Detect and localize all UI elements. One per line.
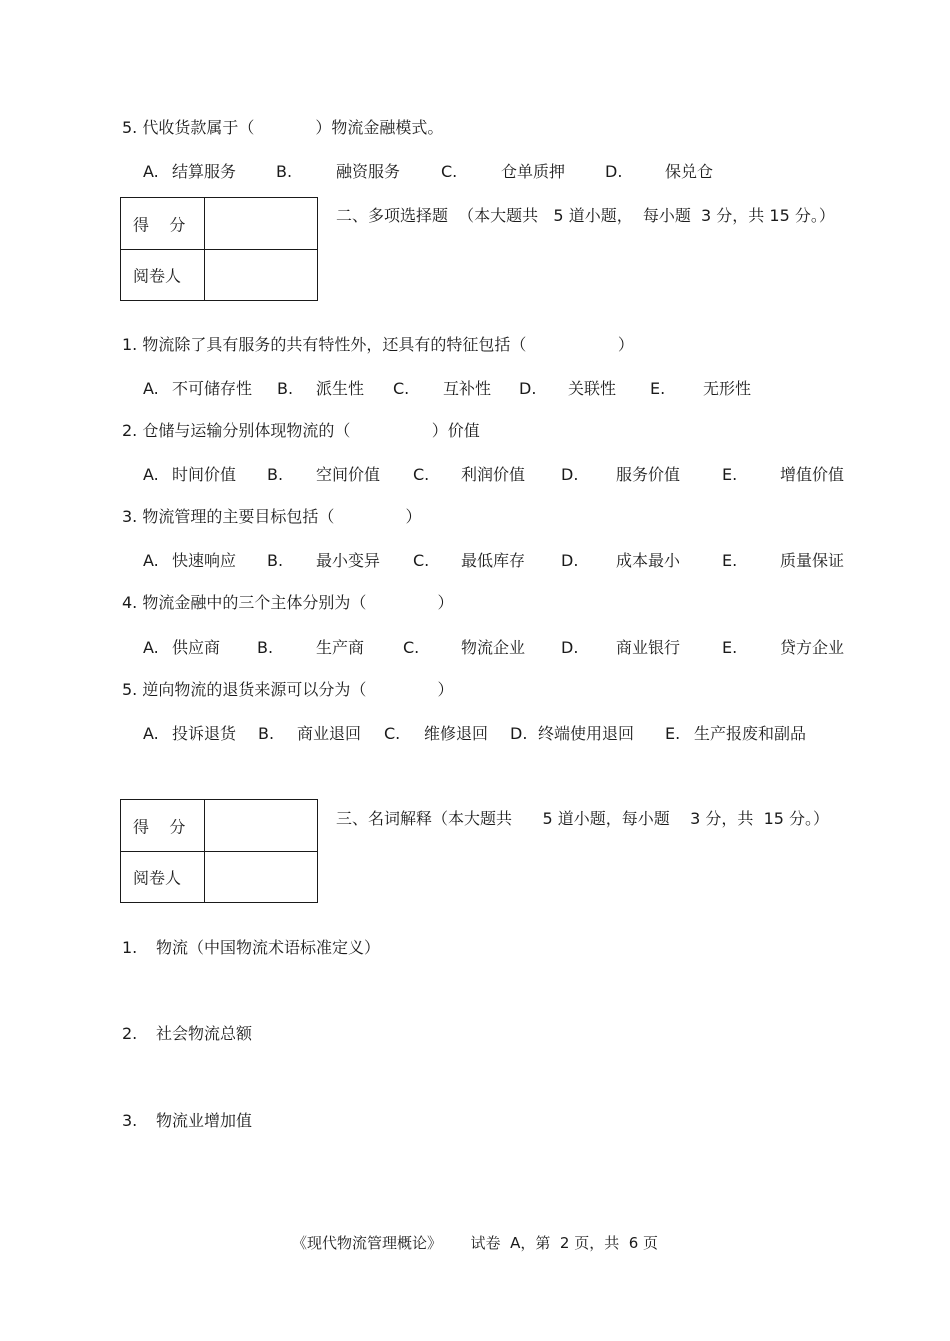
section-2-title: 二、多项选择题 （本大题共 5 道小题， 每小题 3 分，共 15 分。） [336, 206, 835, 225]
score-label: 得 分 [133, 215, 186, 234]
multi-question-4-stem: 4. 物流金融中的三个主体分别为（ ） [122, 593, 454, 612]
option-text: 互补性 [443, 379, 492, 398]
option-letter: B. [258, 724, 275, 743]
score-row [121, 198, 317, 250]
multi-question-2-stem: 2. 仓储与运输分别体现物流的（ ）价值 [122, 421, 480, 440]
score-label: 得 分 [133, 817, 186, 836]
option-letter: C. [393, 379, 410, 398]
option-letter: D. [561, 638, 579, 657]
option-text: 空间价值 [316, 465, 381, 484]
option-letter: C. [441, 162, 458, 181]
option-letter: C. [384, 724, 401, 743]
score-box-divider [204, 800, 205, 902]
option-letter: E. [650, 379, 666, 398]
option-letter: D. [519, 379, 537, 398]
option-letter: A. [143, 465, 159, 484]
option-letter: C. [403, 638, 420, 657]
option-letter: C. [413, 465, 430, 484]
page-footer: 《现代物流管理概论》 试卷 A，第 2 页，共 6 页 [291, 1234, 659, 1252]
option-text: 终端使用退回 [538, 724, 635, 743]
option-text: 不可储存性 [172, 379, 253, 398]
option-text: 维修退回 [424, 724, 489, 743]
option-letter: E. [722, 551, 738, 570]
term-number: 2. [122, 1024, 138, 1043]
grader-row [121, 851, 317, 902]
option-letter: D. [561, 465, 579, 484]
term-text: 物流业增加值 [156, 1111, 253, 1130]
option-letter: C. [413, 551, 430, 570]
option-text: 生产报废和副品 [694, 724, 807, 743]
option-letter: A. [143, 379, 159, 398]
option-text: 融资服务 [336, 162, 401, 181]
grader-label: 阅卷人 [133, 868, 182, 887]
option-letter: B. [267, 465, 284, 484]
option-text: 最小变异 [316, 551, 381, 570]
grader-row [121, 249, 317, 300]
option-text: 贷方企业 [780, 638, 845, 657]
option-text: 结算服务 [172, 162, 237, 181]
option-text: 生产商 [316, 638, 365, 657]
option-letter: B. [267, 551, 284, 570]
option-text: 成本最小 [616, 551, 681, 570]
option-text: 服务价值 [616, 465, 681, 484]
term-text: 社会物流总额 [156, 1024, 253, 1043]
option-text: 利润价值 [461, 465, 526, 484]
option-text: 质量保证 [780, 551, 845, 570]
option-text: 关联性 [568, 379, 617, 398]
option-text: 时间价值 [172, 465, 237, 484]
question-5-stem: 5. 代收货款属于（ ）物流金融模式。 [122, 118, 444, 137]
option-letter: B. [257, 638, 274, 657]
option-text: 供应商 [172, 638, 221, 657]
multi-question-5-stem: 5. 逆向物流的退货来源可以分为（ ） [122, 680, 454, 699]
term-number: 1. [122, 938, 138, 957]
option-letter: A. [143, 551, 159, 570]
option-letter: E. [722, 465, 738, 484]
option-letter: D. [510, 724, 528, 743]
option-text: 物流企业 [461, 638, 526, 657]
option-text: 派生性 [316, 379, 365, 398]
score-box-section-2 [120, 197, 318, 301]
option-letter: B. [276, 162, 293, 181]
multi-question-1-stem: 1. 物流除了具有服务的共有特性外，还具有的特征包括（ ） [122, 335, 634, 354]
option-text: 投诉退货 [172, 724, 237, 743]
option-text: 商业银行 [616, 638, 681, 657]
option-text: 无形性 [703, 379, 752, 398]
score-box-section-3 [120, 799, 318, 903]
option-letter: A. [143, 162, 159, 181]
score-row [121, 800, 317, 852]
option-letter: D. [561, 551, 579, 570]
term-number: 3. [122, 1111, 138, 1130]
option-letter: E. [722, 638, 738, 657]
option-letter: A. [143, 724, 159, 743]
option-text: 最低库存 [461, 551, 526, 570]
section-3-title: 三、名词解释（本大题共 5 道小题，每小题 3 分，共 15 分。） [336, 809, 830, 828]
option-text: 商业退回 [297, 724, 362, 743]
option-text: 保兑仓 [665, 162, 714, 181]
option-text: 增值价值 [780, 465, 845, 484]
option-text: 快速响应 [172, 551, 237, 570]
score-box-divider [204, 198, 205, 300]
option-letter: B. [277, 379, 294, 398]
multi-question-3-stem: 3. 物流管理的主要目标包括（ ） [122, 507, 422, 526]
option-letter: E. [665, 724, 681, 743]
grader-label: 阅卷人 [133, 266, 182, 285]
option-letter: D. [605, 162, 623, 181]
term-text: 物流（中国物流术语标准定义） [156, 938, 381, 957]
option-letter: A. [143, 638, 159, 657]
option-text: 仓单质押 [501, 162, 566, 181]
